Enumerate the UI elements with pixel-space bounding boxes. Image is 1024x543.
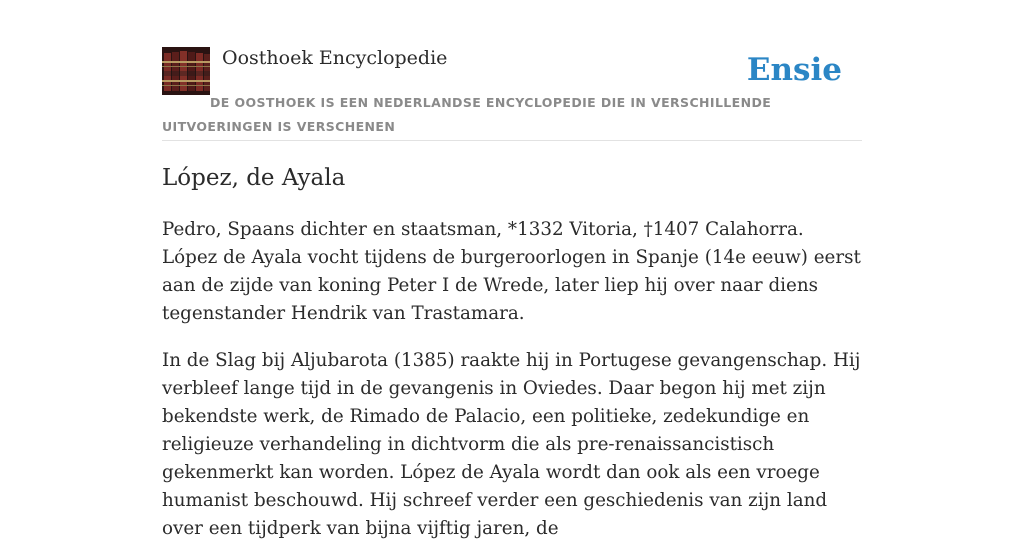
site-header (162, 44, 862, 141)
article-paragraph: Pedro, Spaans dichter en staatsman, *1332 Vitoria, †1407 Calahorra. López de Ayala vocht tijdens de burgeroorlogen in Spanje (14e eeuw) eerst aan de zijde van koning Peter I de Wrede, later liep hij over naar diens tegenstander Hendrik van Trastamara. (162, 219, 861, 324)
site-tagline: DE OOSTHOEK IS EEN NEDERLANDSE ENCYCLOPEDIE DIE IN VERSCHILLENDE UITVOERINGEN IS VERSCHENEN (162, 95, 772, 134)
site-name[interactable]: Oosthoek Encyclopedie (222, 47, 448, 69)
article-title: López, de Ayala (162, 165, 346, 191)
ensie-logo[interactable]: Ensie (746, 52, 842, 88)
article-paragraph: In de Slag bij Aljubarota (1385) raakte hij in Portugese gevangenschap. Hij verbleef lange tijd in de gevangenis in Oviedes. Daar begon hij met zijn bekendste werk, de Rimado de Palacio, een politieke, zedekundige en religieuze verhandeling in dichtvorm die als pre-renaissancistisch gekenmerkt kan worden. López de Ayala wordt dan ook als een vroege humanist beschouwd. Hij schreef verder een geschiedenis van zijn land over een tijdperk van bijna vijftig jaren, de (162, 350, 861, 539)
encyclopedia-books-icon[interactable] (162, 47, 210, 95)
